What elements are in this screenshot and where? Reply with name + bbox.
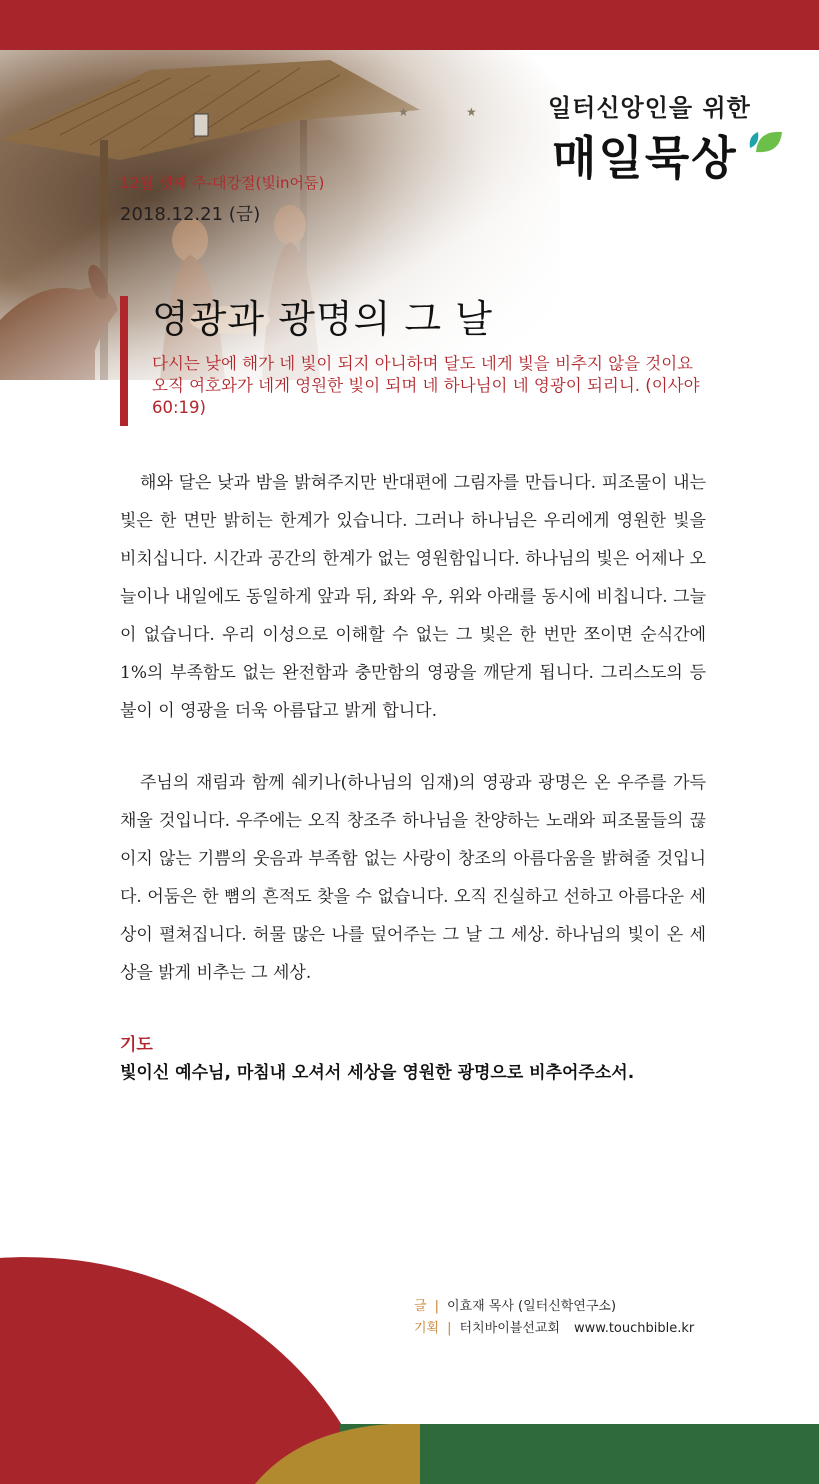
- logo-subtitle: 일터신앙인을 위한: [548, 94, 751, 122]
- logo-title: 매일묵상: [552, 131, 738, 185]
- website-link[interactable]: www.touchbible.kr: [573, 1321, 695, 1336]
- top-banner: [0, 0, 819, 50]
- credit-author: 이효재 목사 (일터신학연구소): [446, 1299, 617, 1314]
- logo: [548, 88, 788, 198]
- prayer-text: 빛이신 예수님, 마침내 오셔서 세상을 영원한 광명으로 비추어주소서.: [120, 1063, 635, 1083]
- svg-text:★: ★: [466, 105, 477, 119]
- leaf-icon: [748, 122, 788, 162]
- credit-author-label: 글: [414, 1299, 427, 1314]
- paragraph-2-text: 주님의 재림과 함께 쉐키나(하나님의 임재)의 영광과 광명은 온 우주를 가득 채울 것입니다. 우주에는 오직 창조주 하나님을 찬양하는 노래와 피조물들의 끊이지 않는 기쁨의 웃음과 부족함 없는 사랑이 창조의 아름다움을 밝혀줄 것입니다. 어둠은 한 뼘의 흔적도 찾을 수 없습니다. 오직 진실하고 선하고 아름다운 세상이 펼쳐집니다. 허물 많은 나를 덮어주는 그 날 그 세상. 하나님의 빛이 온 세상을 밝게 비추는 그 세상.: [120, 773, 706, 983]
- title-accent-bar: [120, 296, 128, 426]
- date-label: 2018.12.21 (금): [120, 204, 261, 225]
- prayer-label: 기도: [120, 1035, 153, 1055]
- week-label: 12월 셋째 주-대강절(빛in어둠): [120, 174, 325, 192]
- scripture-verse: 다시는 낮에 해가 네 빛이 되지 아니하며 달도 네게 빛을 비추지 않을 것이요 오직 여호와가 네게 영원한 빛이 되며 네 하나님이 네 영광이 되리니. (이사야 60:19): [152, 354, 700, 417]
- credit-separator: |: [447, 1321, 452, 1336]
- credit-separator: |: [434, 1299, 439, 1314]
- paragraph-2: [120, 764, 706, 992]
- credit-planner: 터치바이블선교회: [459, 1321, 560, 1336]
- credit-planner-label: 기획: [414, 1321, 440, 1336]
- paragraph-1-text: 해와 달은 낮과 밤을 밝혀주지만 반대편에 그림자를 만듭니다. 피조물이 내는 빛은 한 면만 밝히는 한계가 있습니다. 그러나 하나님은 우리에게 영원한 빛을 비치십니다. 시간과 공간의 한계가 없는 영원함입니다. 하나님의 빛은 어제나 오늘이나 내일에도 동일하게 앞과 뒤, 좌와 우, 위와 아래를 동시에 비칩니다. 그늘이 없습니다. 우리 이성으로 이해할 수 없는 그 빛은 한 번만 쪼이면 순식간에 1%의 부족함도 없는 완전함과 충만함의 영광을 깨닫게 됩니다. 그리스도의 등불이 이 영광을 더욱 아름답고 밝게 합니다.: [120, 473, 706, 721]
- bottom-decoration: [0, 1230, 819, 1484]
- svg-text:★: ★: [398, 105, 409, 119]
- paragraph-1: [120, 464, 706, 730]
- page-title: 영광과 광명의 그 날: [152, 297, 493, 341]
